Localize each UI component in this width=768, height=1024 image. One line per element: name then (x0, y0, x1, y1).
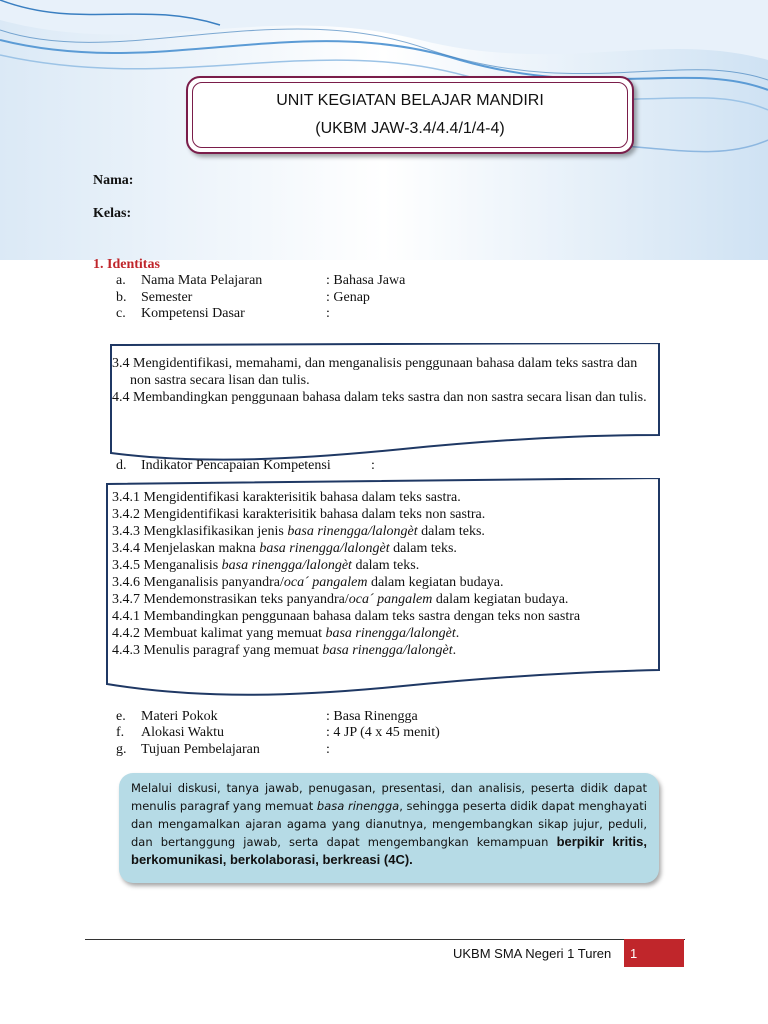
name-label: Nama: (93, 173, 134, 188)
row-label: Indikator Pencapaian Kompetensi (141, 458, 331, 473)
ipk-item: 4.4.3 Menulis paragraf yang memuat basa rinengga/lalongèt. (112, 643, 457, 658)
row-letter: f. (116, 725, 125, 740)
row-label: Materi Pokok (141, 709, 218, 724)
ipk-item: 3.4.5 Menganalisis basa rinengga/lalongèt dalam teks. (112, 558, 420, 573)
row-value: : (326, 306, 330, 321)
row-letter: d. (116, 458, 127, 473)
row-value: : (371, 458, 375, 473)
row-label: Kompetensi Dasar (141, 306, 245, 321)
footer-school: UKBM SMA Negeri 1 Turen (453, 946, 612, 961)
row-label: Nama Mata Pelajaran (141, 273, 263, 288)
identity-row-c (116, 306, 516, 324)
row-letter: b. (116, 290, 127, 305)
title-line-1: UNIT KEGIATAN BELAJAR MANDIRI (276, 92, 544, 109)
kd-item: 4.4 Membandingkan penggunaan bahasa dalam teks sastra dan non sastra secara lisan dan tulis. (112, 390, 647, 405)
row-value: : Genap (326, 290, 370, 305)
row-letter: e. (116, 709, 126, 724)
row-value: : (326, 742, 330, 757)
identity-row-g (116, 742, 516, 760)
ipk-item: 3.4.2 Mengidentifikasi karakterisitik bahasa dalam teks non sastra. (112, 507, 486, 522)
kd-item: 3.4 Mengidentifikasi, memahami, dan menganalisis penggunaan bahasa dalam teks sastra dan non sastra secara lisan dan tulis. (112, 356, 638, 388)
ipk-item: 4.4.1 Membandingkan penggunaan bahasa dalam teks sastra dengan teks non sastra (112, 609, 581, 624)
footer-divider (85, 939, 685, 940)
goal-text-bold: berpikir kritis, berkomunikasi, berkolaborasi, berkreasi (4C). (131, 834, 647, 867)
class-label: Kelas: (93, 206, 132, 221)
ipk-item: 3.4.7 Mendemonstrasikan teks panyandra/oca´ pangalem dalam kegiatan budaya. (112, 592, 569, 607)
identity-row-d (116, 458, 516, 476)
identity-row-a (116, 273, 516, 291)
ipk-item: 3.4.6 Menganalisis panyandra/oca´ pangalem dalam kegiatan budaya. (112, 575, 504, 590)
ipk-item: 3.4.1 Mengidentifikasi karakterisitik bahasa dalam teks sastra. (112, 490, 461, 505)
row-label: Semester (141, 290, 193, 305)
row-value: : Basa Rinengga (326, 709, 418, 724)
title-line-2: (UKBM JAW-3.4/4.4/1/4-4) (315, 120, 505, 137)
row-label: Tujuan Pembelajaran (141, 742, 260, 757)
ipk-list (112, 489, 652, 659)
row-value: : Bahasa Jawa (326, 273, 406, 288)
goal-text: Melalui diskusi, tanya jawab, penugasan, presentasi, dan analisis, peserta didik dapat menulis paragraf yang memuat (131, 781, 647, 813)
identity-heading: 1. Identitas (93, 257, 160, 272)
learning-goal-box (119, 773, 659, 883)
kd-list (112, 355, 652, 406)
ipk-item: 3.4.3 Mengklasifikasikan jenis basa rinengga/lalongèt dalam teks. (112, 524, 485, 539)
goal-text: , sehingga peserta didik dapat menghayati dan mengamalkan ajaran agama yang dianutnya, mengembangkan sikap jujur, peduli, dan bertanggung jawab, serta dapat mengembangkan kemampuan (131, 799, 648, 849)
title-box (186, 76, 634, 154)
ipk-item: 4.4.2 Membuat kalimat yang memuat basa rinengga/lalongèt. (112, 626, 460, 641)
ipk-item: 3.4.4 Menjelaskan makna basa rinengga/lalongèt dalam teks. (112, 541, 457, 556)
row-letter: a. (116, 273, 126, 288)
goal-text-italic: basa rinengga (316, 799, 400, 813)
page-number: 1 (624, 939, 684, 967)
row-label: Alokasi Waktu (141, 725, 224, 740)
row-letter: g. (116, 742, 127, 757)
identity-row-f (116, 725, 516, 743)
row-letter: c. (116, 306, 126, 321)
row-value: : 4 JP (4 x 45 menit) (326, 725, 440, 740)
